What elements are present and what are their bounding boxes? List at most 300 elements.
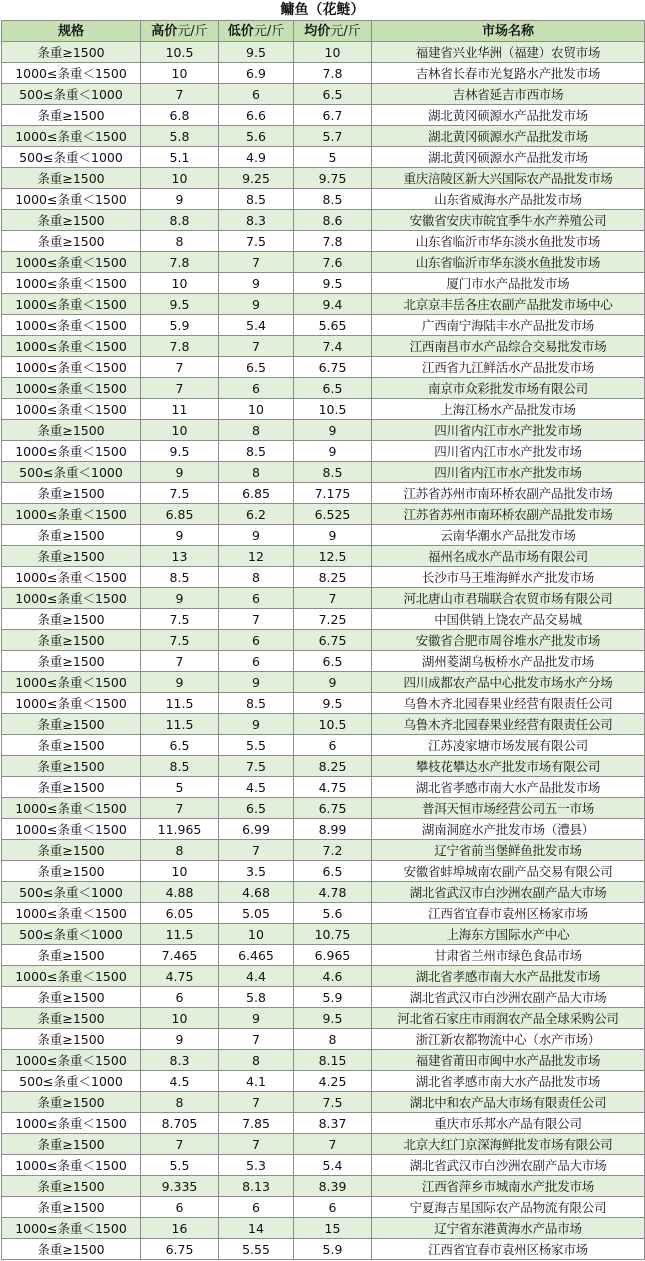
spec-cell: 条重≥1500 — [2, 777, 141, 798]
low-price-cell: 8 — [219, 567, 294, 588]
high-price-cell: 7.465 — [141, 945, 219, 966]
high-price-cell: 10 — [141, 273, 219, 294]
spec-cell: 1000≤条重＜1500 — [2, 315, 141, 336]
table-row — [2, 840, 645, 861]
high-price-cell: 4.75 — [141, 966, 219, 987]
market-cell: 上海东方国际水产中心 — [372, 924, 645, 945]
header-row — [2, 21, 645, 42]
spec-cell: 1000≤条重＜1500 — [2, 672, 141, 693]
spec-cell: 1000≤条重＜1500 — [2, 273, 141, 294]
market-cell: 吉林省延吉市西市场 — [372, 84, 645, 105]
table-row — [2, 1134, 645, 1155]
market-cell: 湖北中和农产品大市场有限责任公司 — [372, 1092, 645, 1113]
spec-cell: 条重≥1500 — [2, 630, 141, 651]
market-cell: 江苏凌家塘市场发展有限公司 — [372, 735, 645, 756]
spec-cell: 条重≥1500 — [2, 168, 141, 189]
low-price-cell: 9 — [219, 1008, 294, 1029]
low-price-cell: 10 — [219, 399, 294, 420]
table-row — [2, 672, 645, 693]
table-row — [2, 987, 645, 1008]
avg-price-cell: 8.39 — [294, 1176, 372, 1197]
spec-cell: 500≤条重＜1000 — [2, 1071, 141, 1092]
low-price-cell: 7 — [219, 336, 294, 357]
high-price-cell: 8.8 — [141, 210, 219, 231]
high-price-cell: 8.3 — [141, 1050, 219, 1071]
low-price-cell: 6.5 — [219, 357, 294, 378]
low-price-cell: 5.4 — [219, 315, 294, 336]
low-price-cell: 9 — [219, 672, 294, 693]
low-price-cell: 8.5 — [219, 189, 294, 210]
avg-price-cell: 4.6 — [294, 966, 372, 987]
high-price-cell: 5.8 — [141, 126, 219, 147]
spec-cell: 1000≤条重＜1500 — [2, 126, 141, 147]
price-table — [1, 20, 645, 1260]
low-price-cell: 4.9 — [219, 147, 294, 168]
market-cell: 攀枝花攀达水产批发市场有限公司 — [372, 756, 645, 777]
high-price-cell: 8.705 — [141, 1113, 219, 1134]
spec-cell: 条重≥1500 — [2, 210, 141, 231]
market-cell: 中国供销上饶农产品交易城 — [372, 609, 645, 630]
low-price-cell: 7.5 — [219, 231, 294, 252]
spec-cell: 1000≤条重＜1500 — [2, 1218, 141, 1239]
spec-cell: 500≤条重＜1000 — [2, 147, 141, 168]
spec-cell: 1000≤条重＜1500 — [2, 819, 141, 840]
spec-cell: 500≤条重＜1000 — [2, 462, 141, 483]
market-cell: 湖州菱湖乌板桥水产品批发市场 — [372, 651, 645, 672]
avg-price-cell: 6 — [294, 1197, 372, 1218]
high-price-cell: 11.965 — [141, 819, 219, 840]
low-price-cell: 9.5 — [219, 42, 294, 63]
spec-cell: 1000≤条重＜1500 — [2, 294, 141, 315]
avg-price-cell: 7.25 — [294, 609, 372, 630]
avg-price-cell: 6.75 — [294, 630, 372, 651]
table-row — [2, 42, 645, 63]
high-price-cell: 7.5 — [141, 630, 219, 651]
market-cell: 湖北省孝感市南大水产品批发市场 — [372, 777, 645, 798]
high-price-cell: 7 — [141, 798, 219, 819]
high-price-cell: 4.5 — [141, 1071, 219, 1092]
market-cell: 山东省威海水产品批发市场 — [372, 189, 645, 210]
table-row — [2, 126, 645, 147]
market-cell: 湖北省孝感市南大水产品批发市场 — [372, 1071, 645, 1092]
avg-price-cell: 12.5 — [294, 546, 372, 567]
spec-cell: 1000≤条重＜1500 — [2, 63, 141, 84]
market-cell: 辽宁省前当堡鲜鱼批发市场 — [372, 840, 645, 861]
table-row — [2, 1071, 645, 1092]
low-price-cell: 10 — [219, 924, 294, 945]
spec-cell: 1000≤条重＜1500 — [2, 966, 141, 987]
avg-price-cell: 10 — [294, 42, 372, 63]
market-cell: 湖北省武汉市白沙洲农副产品大市场 — [372, 882, 645, 903]
high-price-cell: 7 — [141, 651, 219, 672]
low-price-cell: 7 — [219, 1029, 294, 1050]
avg-price-cell: 8.6 — [294, 210, 372, 231]
table-row — [2, 609, 645, 630]
market-cell: 重庆市乐邦水产品有限公司 — [372, 1113, 645, 1134]
low-price-cell: 3.5 — [219, 861, 294, 882]
avg-price-cell: 6.7 — [294, 105, 372, 126]
spec-cell: 条重≥1500 — [2, 1239, 141, 1260]
low-price-cell: 6.9 — [219, 63, 294, 84]
avg-price-cell: 6.965 — [294, 945, 372, 966]
table-row — [2, 357, 645, 378]
avg-price-cell: 10.5 — [294, 399, 372, 420]
avg-price-cell: 8.5 — [294, 462, 372, 483]
header-avg-unit: 元/斤 — [330, 23, 361, 39]
high-price-cell: 9 — [141, 462, 219, 483]
table-row — [2, 147, 645, 168]
table-row — [2, 588, 645, 609]
low-price-cell: 6 — [219, 84, 294, 105]
table-row — [2, 105, 645, 126]
market-cell: 安徽省安庆市皖宜季牛水产养殖公司 — [372, 210, 645, 231]
table-row — [2, 735, 645, 756]
avg-price-cell: 7 — [294, 1134, 372, 1155]
spec-cell: 1000≤条重＜1500 — [2, 399, 141, 420]
market-cell: 北京京丰岳各庄农副产品批发市场中心 — [372, 294, 645, 315]
market-cell: 云南华潮水产品批发市场 — [372, 525, 645, 546]
avg-price-cell: 5.9 — [294, 987, 372, 1008]
table-row — [2, 273, 645, 294]
header-market: 市场名称 — [372, 21, 645, 42]
high-price-cell: 8 — [141, 231, 219, 252]
low-price-cell: 5.6 — [219, 126, 294, 147]
market-cell: 湖北省武汉市白沙洲农副产品大市场 — [372, 1155, 645, 1176]
avg-price-cell: 8.5 — [294, 189, 372, 210]
low-price-cell: 8 — [219, 462, 294, 483]
avg-price-cell: 7.2 — [294, 840, 372, 861]
table-row — [2, 483, 645, 504]
high-price-cell: 9.5 — [141, 294, 219, 315]
low-price-cell: 4.5 — [219, 777, 294, 798]
market-cell: 湖南洞庭水产批发市场（澧县） — [372, 819, 645, 840]
high-price-cell: 11.5 — [141, 693, 219, 714]
spec-cell: 条重≥1500 — [2, 840, 141, 861]
table-row — [2, 1197, 645, 1218]
low-price-cell: 9.25 — [219, 168, 294, 189]
market-cell: 长沙市马王堆海鲜水产批发市场 — [372, 567, 645, 588]
table-row — [2, 168, 645, 189]
high-price-cell: 16 — [141, 1218, 219, 1239]
market-cell: 湖北省孝感市南大水产品批发市场 — [372, 966, 645, 987]
avg-price-cell: 9.5 — [294, 693, 372, 714]
table-row — [2, 525, 645, 546]
low-price-cell: 4.4 — [219, 966, 294, 987]
low-price-cell: 6 — [219, 651, 294, 672]
table-row — [2, 819, 645, 840]
market-cell: 湖北省武汉市白沙洲农副产品大市场 — [372, 987, 645, 1008]
spec-cell: 条重≥1500 — [2, 714, 141, 735]
low-price-cell: 7 — [219, 609, 294, 630]
spec-cell: 1000≤条重＜1500 — [2, 441, 141, 462]
high-price-cell: 9.335 — [141, 1176, 219, 1197]
high-price-cell: 7 — [141, 378, 219, 399]
market-cell: 福建省莆田市闽中水产品批发市场 — [372, 1050, 645, 1071]
table-row — [2, 315, 645, 336]
high-price-cell: 6 — [141, 1197, 219, 1218]
table-row — [2, 1239, 645, 1260]
market-cell: 上海江杨水产品批发市场 — [372, 399, 645, 420]
spec-cell: 条重≥1500 — [2, 231, 141, 252]
avg-price-cell: 7.8 — [294, 63, 372, 84]
low-price-cell: 8.5 — [219, 693, 294, 714]
avg-price-cell: 6 — [294, 735, 372, 756]
low-price-cell: 14 — [219, 1218, 294, 1239]
table-row — [2, 504, 645, 525]
high-price-cell: 7 — [141, 1134, 219, 1155]
spec-cell: 条重≥1500 — [2, 861, 141, 882]
header-high-price — [141, 21, 219, 42]
low-price-cell: 6 — [219, 378, 294, 399]
spec-cell: 条重≥1500 — [2, 609, 141, 630]
high-price-cell: 5.5 — [141, 1155, 219, 1176]
avg-price-cell: 7.6 — [294, 252, 372, 273]
avg-price-cell: 7.175 — [294, 483, 372, 504]
high-price-cell: 6.85 — [141, 504, 219, 525]
market-cell: 四川省内江市水产批发市场 — [372, 462, 645, 483]
spec-cell: 条重≥1500 — [2, 420, 141, 441]
high-price-cell: 8 — [141, 1092, 219, 1113]
avg-price-cell: 6.75 — [294, 357, 372, 378]
low-price-cell: 5.55 — [219, 1239, 294, 1260]
avg-price-cell: 5.4 — [294, 1155, 372, 1176]
low-price-cell: 6.99 — [219, 819, 294, 840]
market-cell: 广西南宁海陆丰水产品批发市场 — [372, 315, 645, 336]
avg-price-cell: 9 — [294, 672, 372, 693]
avg-price-cell: 4.75 — [294, 777, 372, 798]
high-price-cell: 10.5 — [141, 42, 219, 63]
header-low-price — [219, 21, 294, 42]
market-cell: 辽宁省东港黄海水产品市场 — [372, 1218, 645, 1239]
high-price-cell: 10 — [141, 168, 219, 189]
spec-cell: 500≤条重＜1000 — [2, 882, 141, 903]
low-price-cell: 6 — [219, 630, 294, 651]
low-price-cell: 6 — [219, 588, 294, 609]
spec-cell: 500≤条重＜1000 — [2, 84, 141, 105]
table-row — [2, 861, 645, 882]
high-price-cell: 6.75 — [141, 1239, 219, 1260]
avg-price-cell: 6.5 — [294, 651, 372, 672]
spec-cell: 条重≥1500 — [2, 1176, 141, 1197]
high-price-cell: 7.8 — [141, 252, 219, 273]
high-price-cell: 7.8 — [141, 336, 219, 357]
table-row — [2, 378, 645, 399]
high-price-cell: 6 — [141, 987, 219, 1008]
market-cell: 宁夏海吉星国际农产品物流有限公司 — [372, 1197, 645, 1218]
avg-price-cell: 9 — [294, 441, 372, 462]
table-row — [2, 714, 645, 735]
low-price-cell: 8.3 — [219, 210, 294, 231]
high-price-cell: 10 — [141, 1008, 219, 1029]
table-row — [2, 63, 645, 84]
table-row — [2, 441, 645, 462]
low-price-cell: 8.5 — [219, 441, 294, 462]
high-price-cell: 5.1 — [141, 147, 219, 168]
market-cell: 江西省宜春市袁州区杨家市场 — [372, 1239, 645, 1260]
low-price-cell: 12 — [219, 546, 294, 567]
table-row — [2, 1176, 645, 1197]
spec-cell: 条重≥1500 — [2, 1092, 141, 1113]
low-price-cell: 6 — [219, 1197, 294, 1218]
table-row — [2, 189, 645, 210]
high-price-cell: 10 — [141, 63, 219, 84]
spec-cell: 1000≤条重＜1500 — [2, 336, 141, 357]
low-price-cell: 6.85 — [219, 483, 294, 504]
market-cell: 福建省兴业华洲（福建）农贸市场 — [372, 42, 645, 63]
spec-cell: 500≤条重＜1000 — [2, 924, 141, 945]
high-price-cell: 9 — [141, 672, 219, 693]
table-row — [2, 1050, 645, 1071]
market-cell: 重庆涪陵区新大兴国际农产品批发市场 — [372, 168, 645, 189]
table-row — [2, 1029, 645, 1050]
table-row — [2, 546, 645, 567]
spec-cell: 条重≥1500 — [2, 525, 141, 546]
low-price-cell: 6.465 — [219, 945, 294, 966]
market-cell: 福州名成水产品市场有限公司 — [372, 546, 645, 567]
avg-price-cell: 6.75 — [294, 798, 372, 819]
header-avg-label: 均价 — [304, 23, 331, 39]
spec-cell: 条重≥1500 — [2, 1008, 141, 1029]
low-price-cell: 4.1 — [219, 1071, 294, 1092]
header-avg-price — [294, 21, 372, 42]
low-price-cell: 9 — [219, 273, 294, 294]
low-price-cell: 6.5 — [219, 798, 294, 819]
high-price-cell: 11.5 — [141, 714, 219, 735]
high-price-cell: 5.9 — [141, 315, 219, 336]
spec-cell: 1000≤条重＜1500 — [2, 693, 141, 714]
high-price-cell: 10 — [141, 420, 219, 441]
market-cell: 湖北黄冈硕源水产品批发市场 — [372, 105, 645, 126]
market-cell: 厦门市水产品批发市场 — [372, 273, 645, 294]
market-cell: 河北省石家庄市雨润农产品全球采购公司 — [372, 1008, 645, 1029]
low-price-cell: 6.6 — [219, 105, 294, 126]
table-row — [2, 462, 645, 483]
spec-cell: 条重≥1500 — [2, 987, 141, 1008]
high-price-cell: 8.5 — [141, 756, 219, 777]
low-price-cell: 6.2 — [219, 504, 294, 525]
market-cell: 普洱天恒市场经营公司五一市场 — [372, 798, 645, 819]
market-cell: 湖北黄冈硕源水产品批发市场 — [372, 126, 645, 147]
avg-price-cell: 7.8 — [294, 231, 372, 252]
market-cell: 吉林省长春市光复路水产批发市场 — [372, 63, 645, 84]
spec-cell: 条重≥1500 — [2, 42, 141, 63]
avg-price-cell: 8.99 — [294, 819, 372, 840]
high-price-cell: 7 — [141, 357, 219, 378]
low-price-cell: 7.5 — [219, 756, 294, 777]
high-price-cell: 7 — [141, 84, 219, 105]
avg-price-cell: 8 — [294, 1029, 372, 1050]
spec-cell: 1000≤条重＜1500 — [2, 504, 141, 525]
market-cell: 江苏省苏州市南环桥农副产品批发市场 — [372, 504, 645, 525]
low-price-cell: 9 — [219, 714, 294, 735]
high-price-cell: 7.5 — [141, 483, 219, 504]
table-row — [2, 252, 645, 273]
spec-cell: 条重≥1500 — [2, 1029, 141, 1050]
spec-cell: 条重≥1500 — [2, 735, 141, 756]
high-price-cell: 6.5 — [141, 735, 219, 756]
market-cell: 乌鲁木齐北园春果业经营有限责任公司 — [372, 714, 645, 735]
spec-cell: 条重≥1500 — [2, 105, 141, 126]
table-row — [2, 1092, 645, 1113]
avg-price-cell: 5.6 — [294, 903, 372, 924]
spec-cell: 1000≤条重＜1500 — [2, 1155, 141, 1176]
low-price-cell: 7 — [219, 840, 294, 861]
market-cell: 江西省九江鲜活水产品批发市场 — [372, 357, 645, 378]
table-row — [2, 777, 645, 798]
avg-price-cell: 6.5 — [294, 84, 372, 105]
market-cell: 江西南昌市水产品综合交易批发市场 — [372, 336, 645, 357]
market-cell: 安徽省合肥市周谷堆水产批发市场 — [372, 630, 645, 651]
table-row — [2, 882, 645, 903]
avg-price-cell: 9.5 — [294, 273, 372, 294]
spec-cell: 条重≥1500 — [2, 945, 141, 966]
high-price-cell: 10 — [141, 861, 219, 882]
spec-cell: 条重≥1500 — [2, 1197, 141, 1218]
market-cell: 四川省内江市水产批发市场 — [372, 420, 645, 441]
market-cell: 甘肃省兰州市绿色食品市场 — [372, 945, 645, 966]
table-row — [2, 966, 645, 987]
avg-price-cell: 9 — [294, 420, 372, 441]
market-cell: 北京大红门京深海鲜批发市场有限公司 — [372, 1134, 645, 1155]
low-price-cell: 9 — [219, 525, 294, 546]
low-price-cell: 7.85 — [219, 1113, 294, 1134]
avg-price-cell: 10.5 — [294, 714, 372, 735]
table-row — [2, 945, 645, 966]
avg-price-cell: 6.5 — [294, 378, 372, 399]
table-body — [2, 42, 645, 1260]
spec-cell: 1000≤条重＜1500 — [2, 903, 141, 924]
high-price-cell: 9.5 — [141, 441, 219, 462]
market-cell: 江西省宜春市袁州区杨家市场 — [372, 903, 645, 924]
low-price-cell: 7 — [219, 252, 294, 273]
table-row — [2, 84, 645, 105]
avg-price-cell: 4.78 — [294, 882, 372, 903]
avg-price-cell: 6.525 — [294, 504, 372, 525]
spec-cell: 1000≤条重＜1500 — [2, 357, 141, 378]
avg-price-cell: 8.25 — [294, 567, 372, 588]
market-cell: 四川省内江市水产批发市场 — [372, 441, 645, 462]
low-price-cell: 8 — [219, 1050, 294, 1071]
avg-price-cell: 8.37 — [294, 1113, 372, 1134]
table-row — [2, 630, 645, 651]
header-low-unit: 元/斤 — [253, 23, 285, 39]
high-price-cell: 9 — [141, 189, 219, 210]
table-row — [2, 399, 645, 420]
market-cell: 江西省萍乡市城南水产批发市场 — [372, 1176, 645, 1197]
high-price-cell: 8.5 — [141, 567, 219, 588]
spec-cell: 条重≥1500 — [2, 1134, 141, 1155]
low-price-cell: 5.8 — [219, 987, 294, 1008]
sheet-title: 鳙鱼（花鲢） — [0, 0, 645, 20]
header-high-unit: 元/斤 — [177, 23, 208, 39]
avg-price-cell: 6.5 — [294, 861, 372, 882]
high-price-cell: 6.8 — [141, 105, 219, 126]
table-row — [2, 294, 645, 315]
high-price-cell: 11.5 — [141, 924, 219, 945]
avg-price-cell: 8.15 — [294, 1050, 372, 1071]
high-price-cell: 9 — [141, 588, 219, 609]
avg-price-cell: 10.75 — [294, 924, 372, 945]
market-cell: 四川成都农产品中心批发市场水产分场 — [372, 672, 645, 693]
table-row — [2, 231, 645, 252]
spec-cell: 条重≥1500 — [2, 651, 141, 672]
avg-price-cell: 7.5 — [294, 1092, 372, 1113]
low-price-cell: 7 — [219, 1134, 294, 1155]
market-cell: 南京市众彩批发市场有限公司 — [372, 378, 645, 399]
spec-cell: 1000≤条重＜1500 — [2, 1113, 141, 1134]
high-price-cell: 5 — [141, 777, 219, 798]
high-price-cell: 11 — [141, 399, 219, 420]
